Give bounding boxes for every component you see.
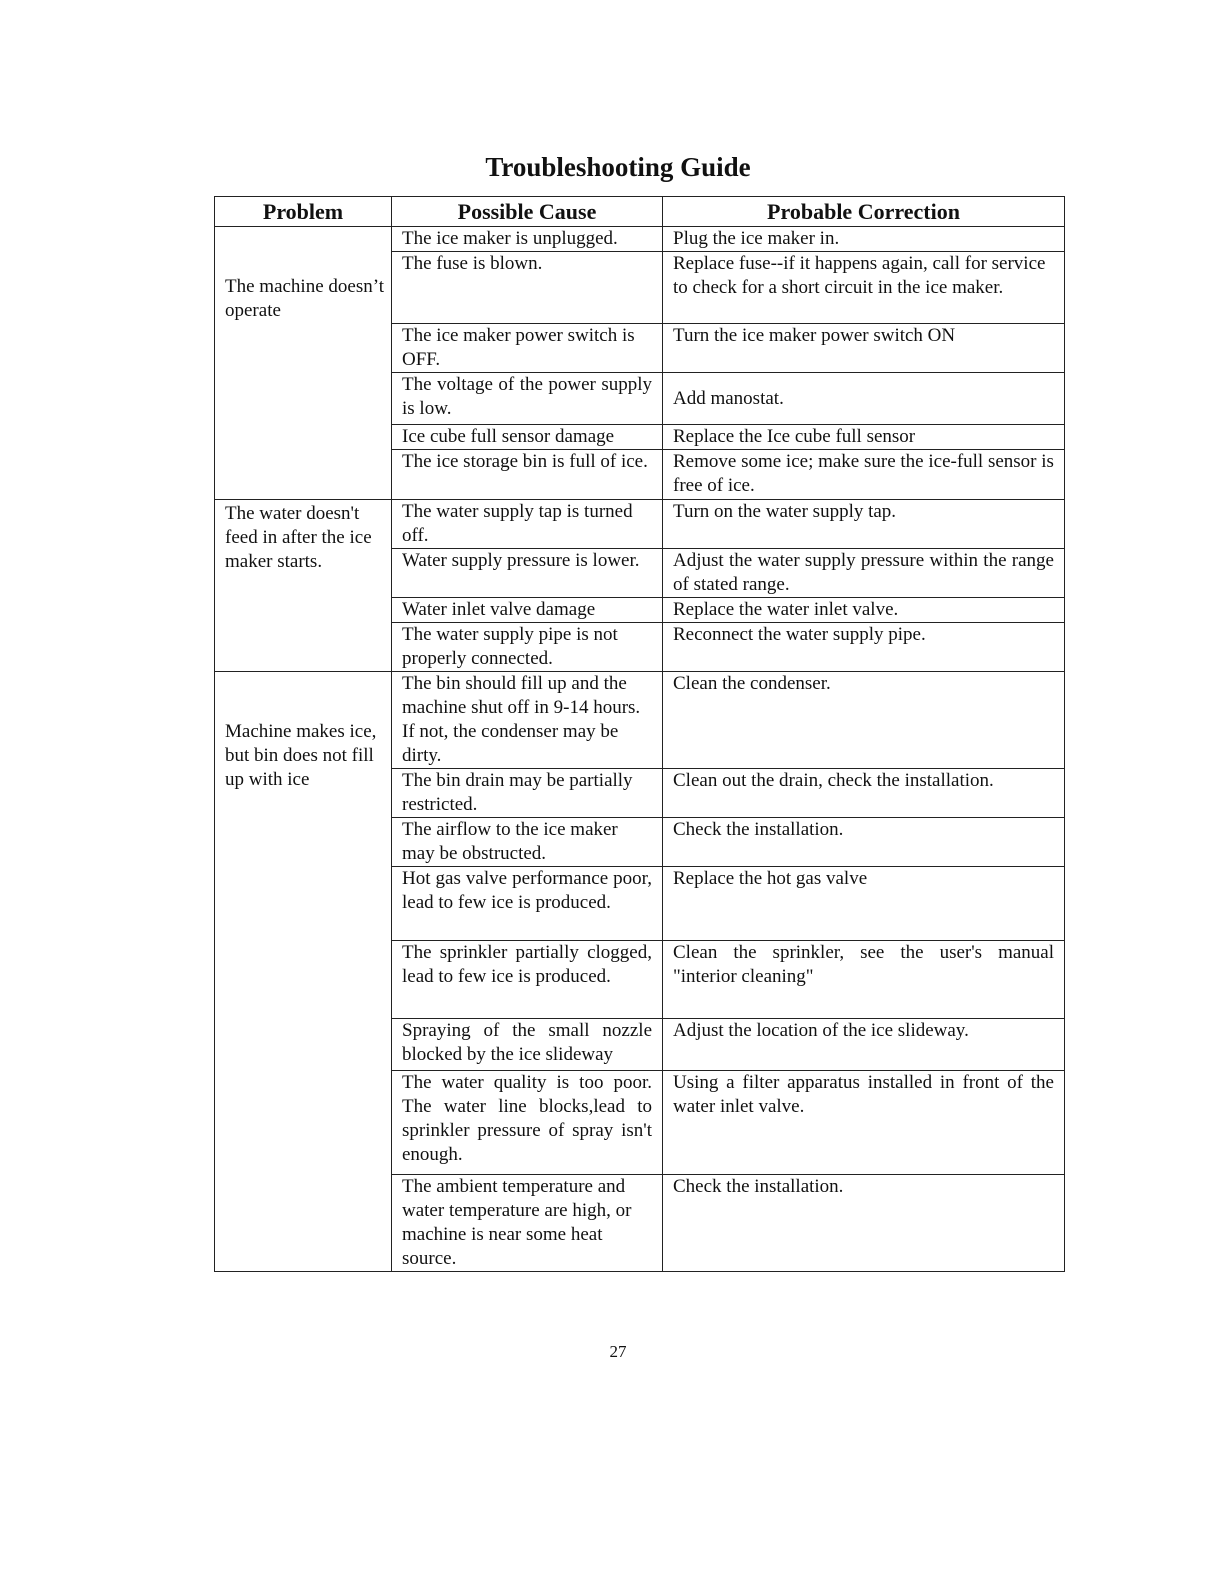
cause-cell: The ice maker power switch is OFF. xyxy=(392,324,663,373)
table-header-row xyxy=(215,197,1065,227)
correction-cell: Check the installation. xyxy=(663,1175,1065,1272)
problem-cell: Machine makes ice, but bin does not fill up with ice xyxy=(215,672,392,1272)
correction-cell: Turn on the water supply tap. xyxy=(663,500,1065,549)
table-row xyxy=(215,500,1065,549)
correction-cell: Adjust the water supply pressure within the range of stated range. xyxy=(663,549,1065,598)
correction-cell: Replace the hot gas valve xyxy=(663,867,1065,941)
page-number: 27 xyxy=(609,1342,627,1361)
page-title: Troubleshooting Guide xyxy=(485,152,751,182)
cause-cell: Spraying of the small nozzle blocked by the ice slideway xyxy=(392,1019,663,1071)
correction-cell: Replace the water inlet valve. xyxy=(663,598,1065,623)
correction-cell: Remove some ice; make sure the ice-full sensor is free of ice. xyxy=(663,450,1065,500)
cause-cell: The voltage of the power supply is low. xyxy=(392,373,663,425)
header-possible-cause: Possible Cause xyxy=(392,197,663,227)
troubleshooting-table xyxy=(214,196,1065,1272)
cause-cell: The fuse is blown. xyxy=(392,252,663,324)
correction-cell: Replace fuse--if it happens again, call for service to check for a short circuit in the ice maker. xyxy=(663,252,1065,324)
cause-cell: The sprinkler partially clogged, lead to few ice is produced. xyxy=(392,941,663,1019)
cause-cell: The water quality is too poor. The water line blocks,lead to sprinkler pressure of spray isn't enough. xyxy=(392,1071,663,1175)
cause-cell: The bin should fill up and the machine shut off in 9-14 hours. If not, the condenser may be dirty. xyxy=(392,672,663,769)
correction-cell: Replace the Ice cube full sensor xyxy=(663,425,1065,450)
cause-cell: Hot gas valve performance poor, lead to few ice is produced. xyxy=(392,867,663,941)
correction-cell: Add manostat. xyxy=(663,373,1065,425)
cause-cell: The ambient temperature and water temperature are high, or machine is near some heat source. xyxy=(392,1175,663,1272)
correction-cell: Using a filter apparatus installed in front of the water inlet valve. xyxy=(663,1071,1065,1175)
correction-cell: Check the installation. xyxy=(663,818,1065,867)
table-row xyxy=(215,227,1065,252)
table-row xyxy=(215,672,1065,769)
cause-cell: The airflow to the ice maker may be obstructed. xyxy=(392,818,663,867)
cause-cell: Water supply pressure is lower. xyxy=(392,549,663,598)
cause-cell: Water inlet valve damage xyxy=(392,598,663,623)
cause-cell: The water supply pipe is not properly connected. xyxy=(392,623,663,672)
correction-cell: Reconnect the water supply pipe. xyxy=(663,623,1065,672)
cause-cell: The ice storage bin is full of ice. xyxy=(392,450,663,500)
cause-cell: The bin drain may be partially restricted. xyxy=(392,769,663,818)
correction-cell: Clean out the drain, check the installation. xyxy=(663,769,1065,818)
correction-cell: Adjust the location of the ice slideway. xyxy=(663,1019,1065,1071)
cause-cell: The ice maker is unplugged. xyxy=(392,227,663,252)
cause-cell: The water supply tap is turned off. xyxy=(392,500,663,549)
cause-cell: Ice cube full sensor damage xyxy=(392,425,663,450)
problem-cell: The machine doesn’t operate xyxy=(215,227,392,500)
correction-cell: Clean the sprinkler, see the user's manual "interior cleaning" xyxy=(663,941,1065,1019)
problem-cell: The water doesn't feed in after the ice maker starts. xyxy=(215,500,392,672)
correction-cell: Clean the condenser. xyxy=(663,672,1065,769)
header-problem: Problem xyxy=(215,197,392,227)
header-probable-correction: Probable Correction xyxy=(663,197,1065,227)
correction-cell: Turn the ice maker power switch ON xyxy=(663,324,1065,373)
correction-cell: Plug the ice maker in. xyxy=(663,227,1065,252)
